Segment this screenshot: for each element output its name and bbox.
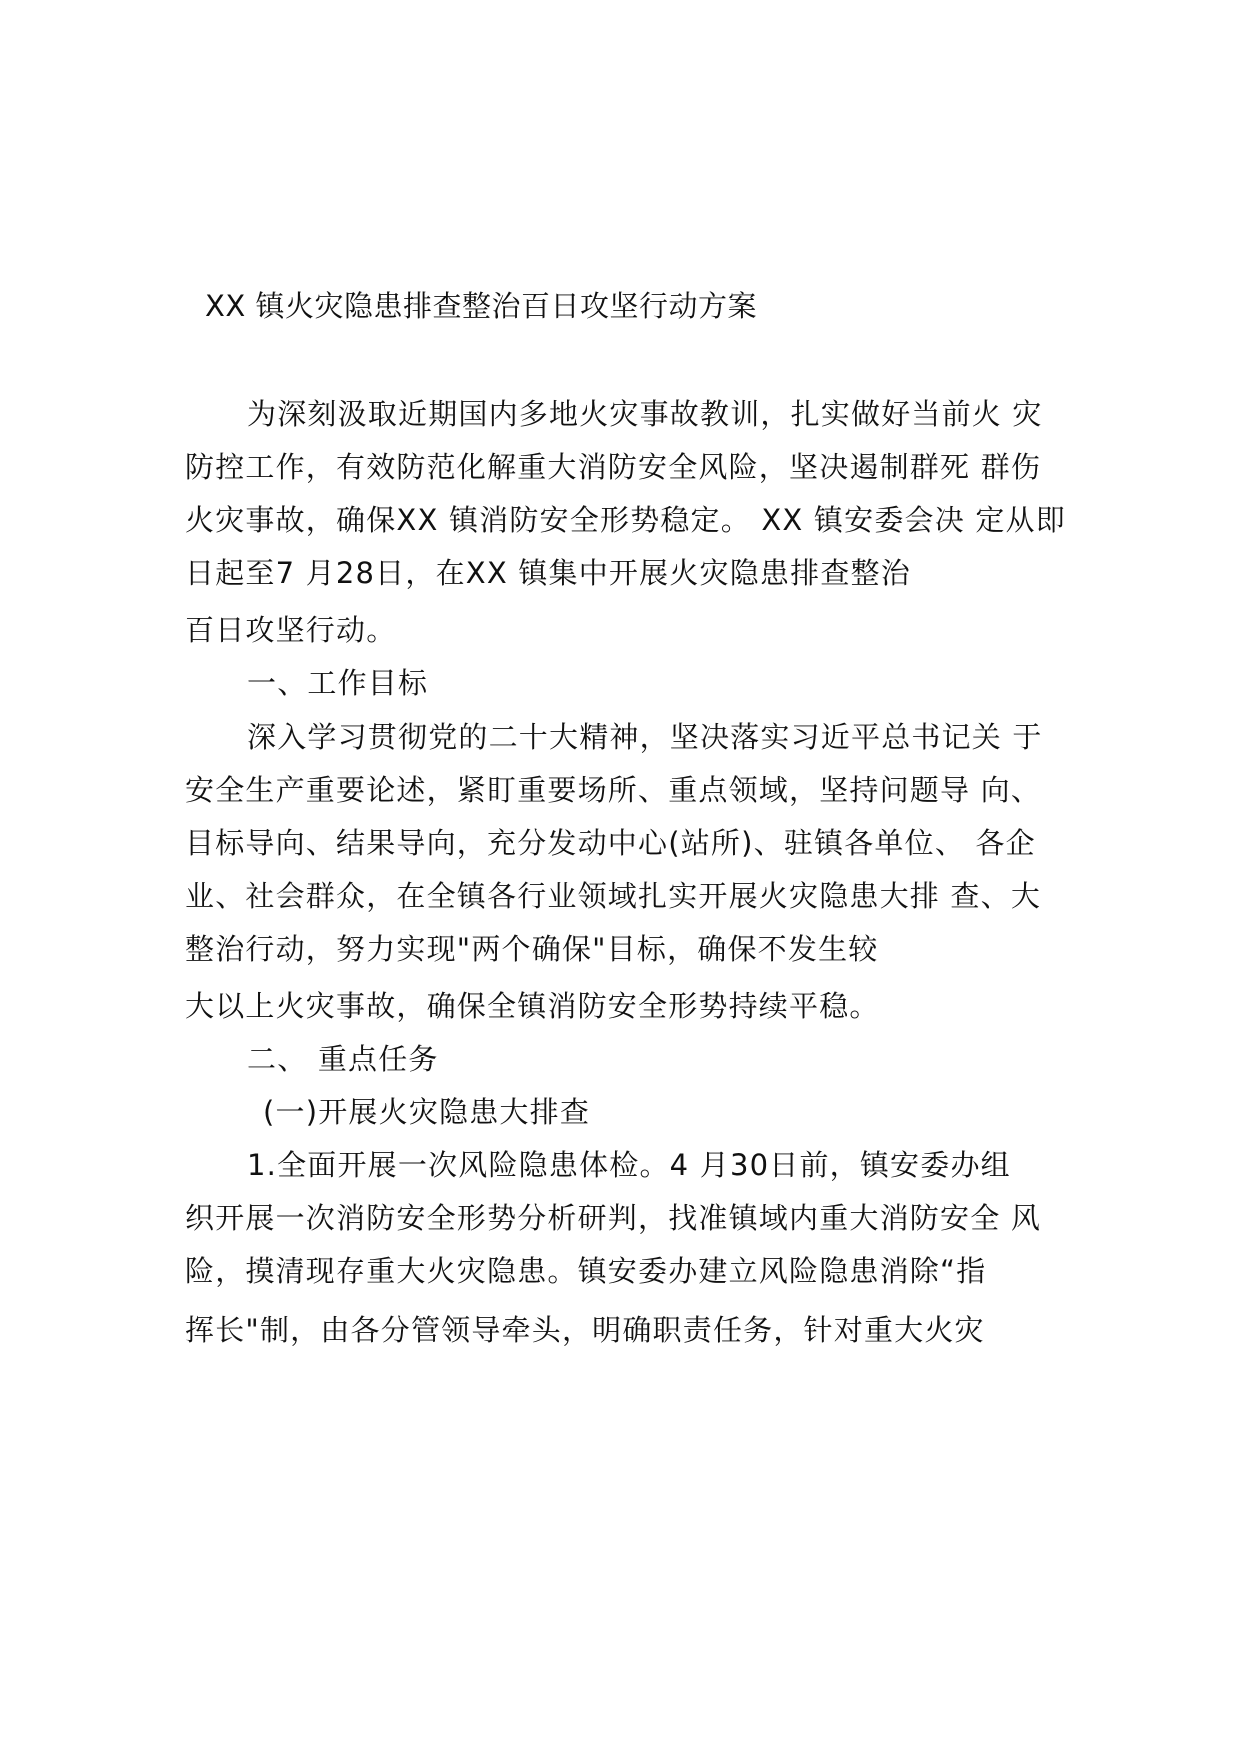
section1-line-3: 目标导向、结果导向，充分发动中心(站所)、驻镇各单位、 各企 <box>185 826 1036 860</box>
intro-line-5: 百日攻坚行动。 <box>185 613 397 647</box>
section1-line-6: 大以上火灾事故，确保全镇消防安全形势持续平稳。 <box>185 989 880 1023</box>
section1-line-1: 深入学习贯彻党的二十大精神，坚决落实习近平总书记关 于 <box>247 720 1043 754</box>
intro-line-3: 火灾事故，确保XX 镇消防安全形势稳定。 XX 镇安委会决 定从即 <box>185 503 1066 537</box>
document-title: XX 镇火灾隐患排查整治百日攻坚行动方案 <box>205 289 757 323</box>
section1-line-4: 业、社会群众，在全镇各行业领域扎实开展火灾隐患大排 查、大 <box>185 879 1042 913</box>
section2-line-3: 险，摸清现存重大火灾隐患。镇安委办建立风险隐患消除“指 <box>185 1254 987 1288</box>
section1-line-2: 安全生产重要论述，紧盯重要场所、重点领域，坚持问题导 向、 <box>185 773 1042 807</box>
section2-line-1: 1.全面开展一次风险隐患体检。4 月30日前，镇安委办组 <box>247 1148 1011 1182</box>
section1-heading: 一、工作目标 <box>247 666 429 700</box>
section2-line-2: 织开展一次消防安全形势分析研判，找准镇域内重大消防安全 风 <box>185 1201 1042 1235</box>
section2-line-4: 挥长"制，由各分管领导牵头，明确职责任务，针对重大火灾 <box>185 1313 985 1347</box>
section2-subheading: (一)开展火灾隐患大排查 <box>263 1095 591 1129</box>
section2-heading: 二、 重点任务 <box>247 1042 439 1076</box>
section1-line-5: 整治行动，努力实现"两个确保"目标，确保不发生较 <box>185 932 879 966</box>
intro-line-2: 防控工作，有效防范化解重大消防安全风险，坚决遏制群死 群伤 <box>185 450 1042 484</box>
intro-line-4: 日起至7 月28日，在XX 镇集中开展火灾隐患排查整治 <box>185 556 911 590</box>
intro-line-1: 为深刻汲取近期国内多地火灾事故教训，扎实做好当前火 灾 <box>247 397 1043 431</box>
